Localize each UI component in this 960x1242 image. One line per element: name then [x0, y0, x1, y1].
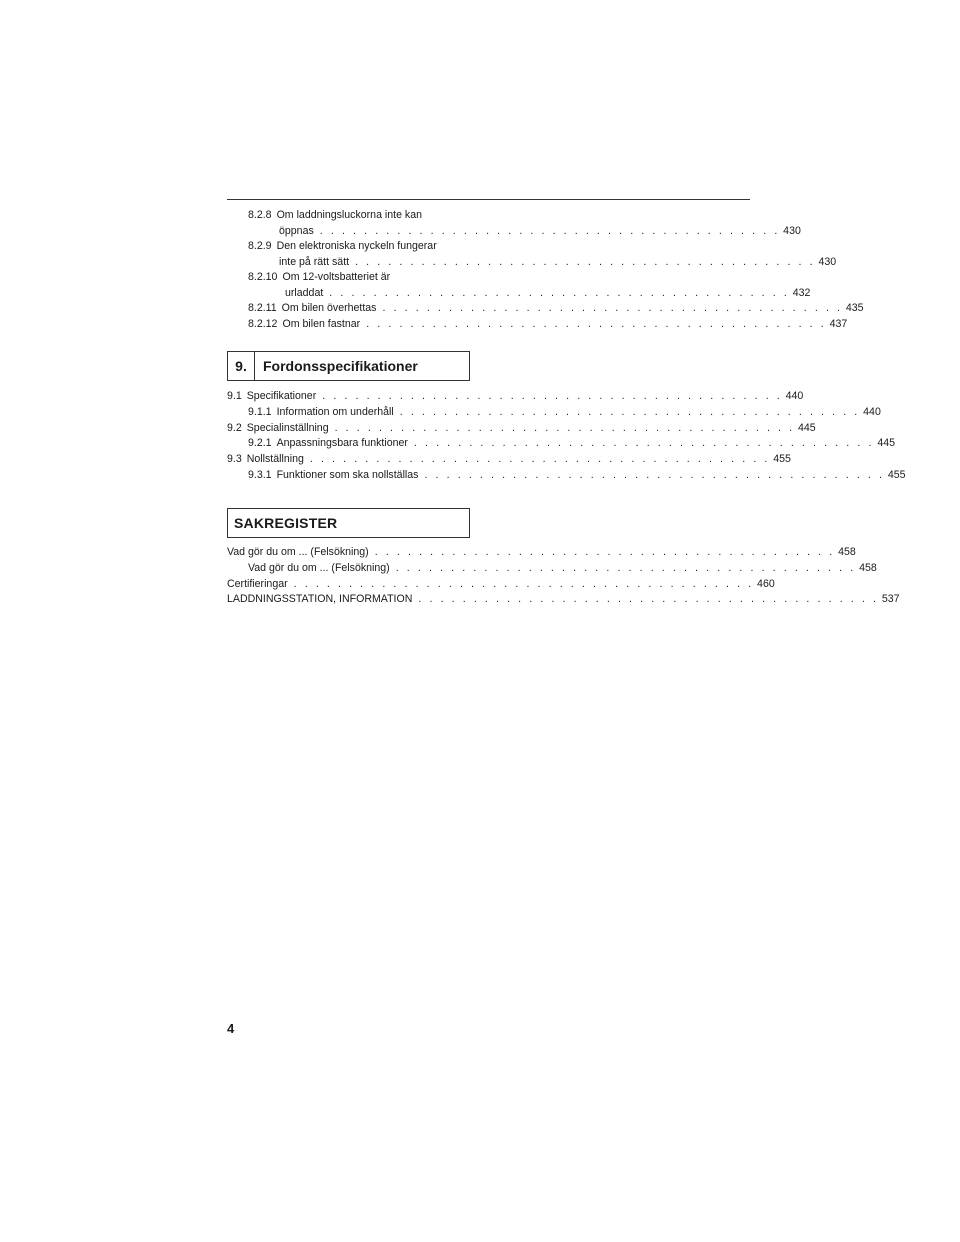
entry-title: Vad gör du om ... (Felsökning) — [227, 546, 369, 558]
dot-leader: . . . . . . . . . . . . . . . . . . . . . . . . . . . . . . . . . . . . . . . . . . — [319, 224, 780, 237]
chapter9-toc — [227, 389, 906, 484]
entry-number: 9.3.1 — [248, 468, 272, 481]
entry-title: urladdat — [285, 286, 324, 299]
entry-title: Om bilen fastnar — [282, 317, 361, 330]
entry-title: Vad gör du om ... (Felsökning) — [248, 561, 390, 574]
entry-page: 430 — [818, 255, 837, 268]
dot-leader: . . . . . . . . . . . . . . . . . . . . . . . . . . . . . . . . . . . . . . . . . . — [395, 561, 856, 574]
entry-title: Om laddningsluckorna inte kan — [276, 209, 423, 221]
chapter-number: 9. — [228, 352, 255, 380]
entry-number: 9.2 — [227, 421, 242, 434]
index-entry-troubleshooting-sub[interactable] — [227, 561, 877, 577]
entry-page: 437 — [829, 317, 848, 330]
toc-entry-8-2-8[interactable] — [227, 208, 470, 224]
entry-number: 9.1 — [227, 390, 242, 402]
entry-number: 9.1.1 — [248, 405, 272, 418]
entry-page: 537 — [881, 593, 900, 606]
dot-leader: . . . . . . . . . . . . . . . . . . . . . . . . . . . . . . . . . . . . . . . . . . — [355, 255, 816, 268]
entry-page: 440 — [785, 390, 804, 402]
toc-entry-8-2-11[interactable] — [227, 301, 864, 317]
dot-leader: . . . . . . . . . . . . . . . . . . . . . . . . . . . . . . . . . . . . . . . . . . — [322, 390, 783, 402]
toc-entry-9-1[interactable] — [227, 389, 804, 405]
dot-leader: . . . . . . . . . . . . . . . . . . . . . . . . . . . . . . . . . . . . . . . . . . — [366, 317, 827, 330]
entry-title: Nollställning — [246, 453, 304, 466]
toc-entry-9-1-1[interactable] — [227, 405, 881, 421]
entry-title: Specialinställning — [246, 421, 329, 434]
entry-title: Information om underhåll — [276, 405, 394, 418]
entry-title: LADDNINGSSTATION, INFORMATION — [227, 593, 413, 606]
entry-number: 8.2.11 — [248, 302, 277, 314]
entry-title: Specifikationer — [246, 390, 317, 402]
toc-entry-9-2[interactable] — [227, 421, 816, 437]
entry-page: 455 — [887, 468, 906, 481]
page-number: 4 — [227, 1021, 235, 1036]
entry-page: 445 — [798, 421, 816, 434]
entry-title: Funktioner som ska nollställas — [276, 468, 419, 481]
toc-entry-8-2-9-cont[interactable] — [227, 255, 837, 271]
entry-title: inte på rätt sätt — [279, 255, 350, 268]
entry-page: 458 — [838, 546, 856, 558]
entry-page: 458 — [859, 561, 877, 574]
entry-page: 455 — [773, 453, 791, 466]
toc-entry-8-2-12[interactable] — [227, 317, 848, 333]
toc-entry-9-2-1[interactable] — [227, 436, 895, 452]
entry-page: 460 — [757, 577, 775, 590]
entry-page: 432 — [792, 286, 811, 299]
dot-leader: . . . . . . . . . . . . . . . . . . . . . . . . . . . . . . . . . . . . . . . . . . — [309, 453, 770, 466]
toc-entry-8-2-10[interactable] — [227, 270, 470, 286]
dot-leader: . . . . . . . . . . . . . . . . . . . . . . . . . . . . . . . . . . . . . . . . . . — [413, 437, 874, 450]
dot-leader: . . . . . . . . . . . . . . . . . . . . . . . . . . . . . . . . . . . . . . . . . . — [329, 286, 790, 299]
chapter-heading — [227, 351, 470, 381]
dot-leader: . . . . . . . . . . . . . . . . . . . . . . . . . . . . . . . . . . . . . . . . . . — [293, 577, 754, 590]
entry-page: 440 — [863, 405, 881, 418]
entry-title: Den elektroniska nyckeln fungerar — [276, 240, 437, 252]
entry-title: Om 12-voltsbatteriet är — [282, 271, 391, 283]
index-heading — [227, 508, 470, 538]
entry-number: 8.2.10 — [248, 271, 278, 283]
toc-entry-9-3[interactable] — [227, 452, 791, 468]
entry-number: 9.3 — [227, 453, 242, 466]
entry-number: 9.2.1 — [248, 437, 272, 450]
entry-title: Om bilen överhettas — [281, 302, 377, 314]
toc-entry-8-2-8-cont[interactable] — [227, 224, 801, 240]
index-title: SAKREGISTER — [234, 515, 338, 531]
entry-page: 430 — [783, 224, 801, 237]
index-entry-charging-station[interactable] — [227, 592, 900, 608]
index-entry-certifications[interactable] — [227, 577, 775, 593]
dot-leader: . . . . . . . . . . . . . . . . . . . . . . . . . . . . . . . . . . . . . . . . . . — [424, 468, 885, 481]
header-rule — [227, 199, 750, 200]
toc-continuation — [227, 208, 864, 332]
dot-leader: . . . . . . . . . . . . . . . . . . . . . . . . . . . . . . . . . . . . . . . . . . — [374, 546, 835, 558]
chapter-title: Fordonsspecifikationer — [263, 358, 418, 374]
dot-leader: . . . . . . . . . . . . . . . . . . . . . . . . . . . . . . . . . . . . . . . . . . — [334, 421, 795, 434]
entry-title: öppnas — [279, 224, 314, 237]
entry-page: 445 — [877, 437, 895, 450]
dot-leader: . . . . . . . . . . . . . . . . . . . . . . . . . . . . . . . . . . . . . . . . . . — [382, 302, 843, 314]
entry-number: 8.2.12 — [248, 317, 278, 330]
dot-leader: . . . . . . . . . . . . . . . . . . . . . . . . . . . . . . . . . . . . . . . . . . — [399, 405, 860, 418]
toc-entry-9-3-1[interactable] — [227, 468, 906, 484]
entry-title: Anpassningsbara funktioner — [276, 437, 408, 450]
entry-number: 8.2.9 — [248, 240, 272, 252]
entry-page: 435 — [845, 302, 864, 314]
toc-entry-8-2-10-cont[interactable] — [227, 286, 811, 302]
index-toc — [227, 545, 900, 608]
entry-title: Certifieringar — [227, 577, 288, 590]
index-entry-troubleshooting[interactable] — [227, 545, 856, 561]
entry-number: 8.2.8 — [248, 209, 272, 221]
toc-entry-8-2-9[interactable] — [227, 239, 470, 255]
dot-leader: . . . . . . . . . . . . . . . . . . . . . . . . . . . . . . . . . . . . . . . . . . — [418, 593, 879, 606]
